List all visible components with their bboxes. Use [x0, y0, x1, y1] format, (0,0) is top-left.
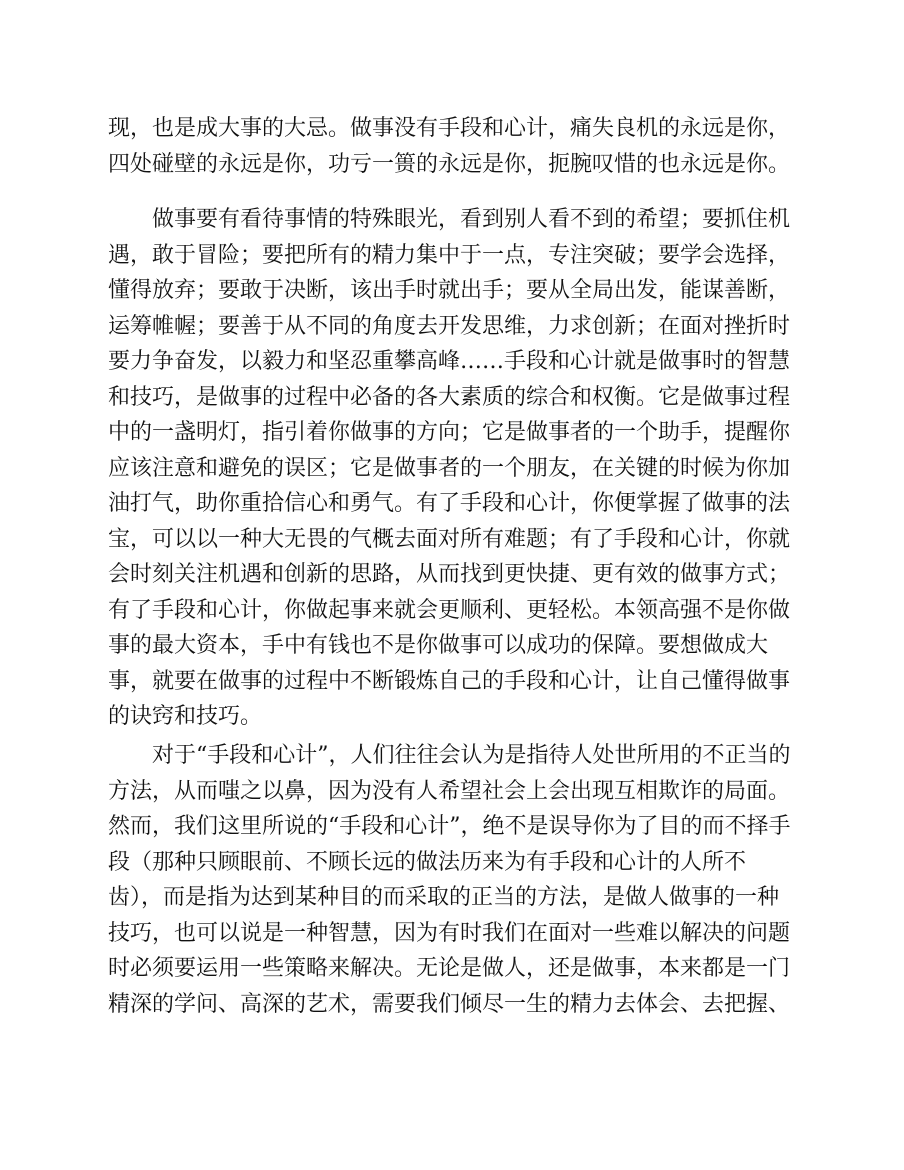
paragraph-3 — [108, 738, 808, 1022]
text-line: 懂得放弃；要敢于决断，该出手时就出手；要从全局出发，能谋善断， — [108, 278, 791, 303]
text-line: 宝，可以以一种大无畏的气概去面对所有难题；有了手段和心计，你就 — [108, 526, 791, 552]
paragraph-2 — [108, 202, 808, 735]
text-line: 油打气，助你重拾信心和勇气。有了手段和心计，你便掌握了做事的法 — [108, 491, 791, 516]
paragraph-1 — [108, 111, 808, 182]
text-line: 会时刻关注机遇和创新的思路，从而找到更快捷、更有效的做事方式； — [108, 562, 791, 587]
text-line: 的诀窍和技巧。 — [108, 704, 263, 729]
text-line: 中的一盏明灯，指引着你做事的方向；它是做事者的一个助手，提醒你 — [108, 420, 791, 445]
text-line: 然而，我们这里所说的“手段和心计”，绝不是误导你为了目的而不择手 — [108, 814, 791, 839]
text-line: 齿），而是指为达到某种目的而采取的正当的方法，是做人做事的一种 — [108, 885, 780, 910]
text-line: 时必须要运用一些策略来解决。无论是做人，还是做事，本来都是一门 — [108, 956, 791, 981]
text-line: 段（那种只顾眼前、不顾长远的做法历来为有手段和心计的人所不 — [108, 849, 747, 875]
text-line: 遇，敢于冒险；要把所有的精力集中于一点，专注突破；要学会选择， — [108, 242, 791, 268]
text-line: 有了手段和心计，你做起事来就会更顺利、更轻松。本领高强不是你做 — [108, 597, 791, 623]
text-line: 运筹帷幄；要善于从不同的角度去开发思维，力求创新；在面对挫折时 — [108, 313, 791, 339]
text-line: 四处碰壁的永远是你，功亏一篑的永远是你，扼腕叹惜的也永远是你。 — [108, 151, 791, 177]
text-line: 事，就要在做事的过程中不断锻炼自己的手段和心计，让自己懂得做事 — [108, 668, 791, 694]
text-line: 应该注意和避免的误区；它是做事者的一个朋友，在关键的时候为你加 — [108, 455, 791, 481]
text-line: 做事要有看待事情的特殊眼光，看到别人看不到的希望；要抓住机 — [152, 207, 791, 232]
text-line: 精深的学问、高深的艺术，需要我们倾尽一生的精力去体会、去把握、 — [108, 991, 791, 1017]
text-line: 现，也是成大事的大忌。做事没有手段和心计，痛失良机的永远是你， — [108, 116, 791, 141]
text-line: 要力争奋发，以毅力和坚忍重攀高峰……手段和心计就是做事时的智慧 — [108, 349, 791, 374]
text-line: 事的最大资本，手中有钱也不是你做事可以成功的保障。要想做成大 — [108, 633, 769, 658]
text-line: 方法，从而嗤之以鼻，因为没有人希望社会上会出现互相欺诈的局面。 — [108, 778, 791, 804]
text-line: 和技巧，是做事的过程中必备的各大素质的综合和权衡。它是做事过程 — [108, 384, 791, 410]
text-line: 对于“手段和心计”，人们往往会认为是指待人处世所用的不正当的 — [152, 743, 791, 768]
text-line: 技巧，也可以说是一种智慧，因为有时我们在面对一些难以解决的问题 — [108, 920, 791, 946]
